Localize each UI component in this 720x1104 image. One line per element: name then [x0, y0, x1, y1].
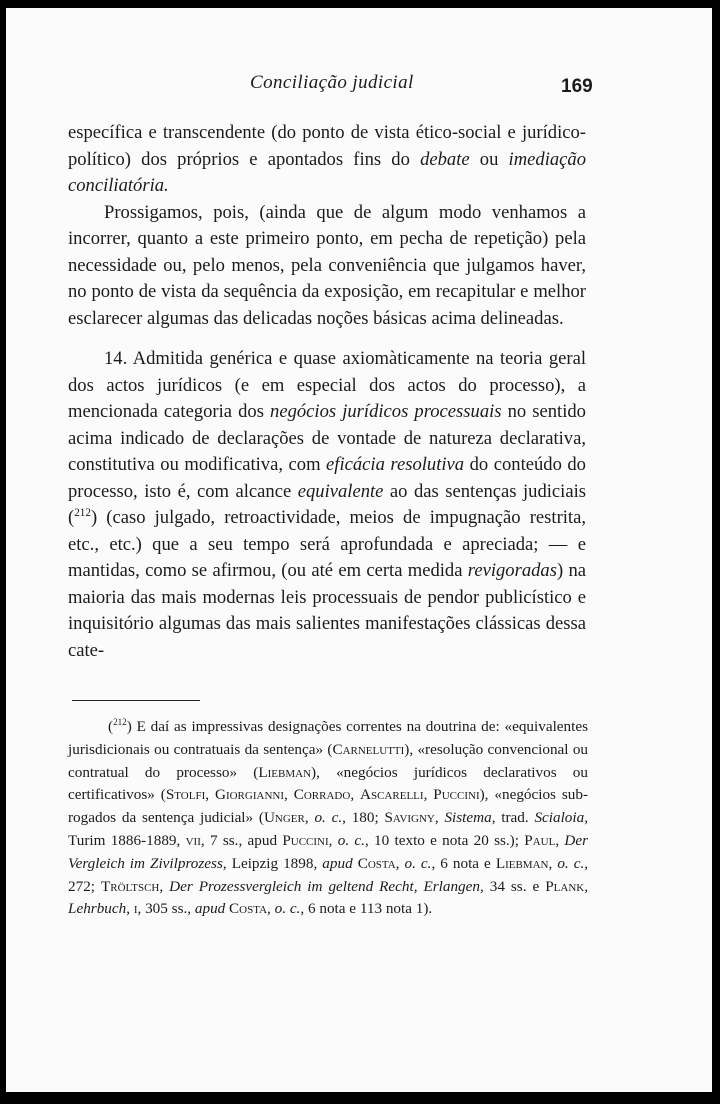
- text-run: , trad.: [491, 809, 535, 827]
- text-run: ,: [159, 877, 170, 895]
- text-run: ), «negócios sub-rogados da sentença judicial» (: [68, 786, 589, 827]
- running-title: Conciliação judicial: [250, 72, 414, 93]
- italic-text: o. c.: [314, 809, 343, 827]
- author-name: Corrado: [293, 786, 351, 804]
- author-name: Liebman: [495, 854, 549, 872]
- text-run: no sentido acima indicado de declarações de vontade de natureza declarativa, constitutiva ou modificativa, com: [68, 401, 586, 475]
- footnote-rule: [72, 700, 200, 701]
- italic-text: negócios jurídicos processuais: [270, 401, 502, 422]
- text-run: , Turim 1886-1889,: [68, 809, 589, 849]
- text-run: ) (caso julgado, retroactividade, meios de impugnação restrita, etc., etc.) que a seu tempo será aprofundada e apreciada; — e mantidas, como se afirmou, (ou até em certa medida: [68, 507, 586, 581]
- text-run: ,: [205, 786, 215, 804]
- text-run: ) na maioria das mais modernas leis processuais de pendor publicístico e inquisitório algumas das mais salientes manifestações clássicas dessa cate-: [68, 560, 587, 661]
- author-name: Puccini: [433, 786, 480, 804]
- author-name: Liebman: [258, 763, 312, 781]
- text-run: ) E daí as impressivas designações correntes na doutrina de: «equivalentes jurisdicionais ou contratuais da sentença» (: [68, 718, 588, 758]
- italic-text: imediação conciliatória.: [68, 148, 586, 196]
- author-name: Costa: [357, 854, 396, 872]
- author-name: i: [133, 900, 138, 918]
- text-run: Prossigamos, pois, (ainda que de algum modo venhamos a incorrer, quanto a este primeiro ponto, em pecha de repetição) pela necessidade ou, pelo menos, pela conveniência que julgamos haver, no ponto de vista da sequência da exposição, em recapitular e melhor esclarecer algumas das delicadas noções básicas acima delineadas.: [68, 201, 586, 329]
- text-run: do conteúdo do processo, isto é, com alcance: [68, 454, 586, 502]
- italic-text: Sistema: [444, 809, 492, 827]
- text-run: ,: [395, 854, 405, 872]
- italic-text: o. c.: [404, 854, 432, 872]
- italic-text: debate: [420, 148, 470, 170]
- italic-text: o. c.: [337, 831, 365, 849]
- author-name: Stolfi: [165, 786, 206, 804]
- text-run: ao das sentenças judiciais (: [68, 480, 586, 528]
- text-run: ,: [584, 877, 588, 895]
- italic-text: o. c.: [274, 900, 301, 918]
- text-run: ,: [267, 900, 275, 918]
- text-run: ,: [434, 809, 445, 827]
- author-name: Tröltsch: [100, 877, 160, 895]
- italic-text: Der Prozessvergleich im geltend Recht, Erlangen: [169, 877, 480, 895]
- author-name: Ascarelli: [360, 786, 424, 804]
- body-text: [68, 120, 586, 664]
- text-run: , 6 nota e 113 nota 1).: [300, 900, 433, 918]
- text-run: , Leipzig 1898,: [222, 854, 323, 872]
- author-name: Plank: [545, 877, 585, 895]
- text-run: ou: [469, 148, 509, 170]
- text-run: , 180;: [342, 809, 385, 827]
- italic-text: equivalente: [297, 480, 384, 502]
- text-run: , 34 ss. e: [479, 877, 546, 895]
- italic-text: Der Vergleich im Zivilprozess: [68, 831, 589, 872]
- footnote: [68, 716, 588, 921]
- author-name: Carnelutti: [332, 740, 405, 758]
- author-name: Savigny: [384, 809, 435, 827]
- author-name: Paul: [524, 831, 556, 849]
- text-run: ,: [328, 831, 338, 849]
- text-run: ), «negócios jurídicos declarativos ou certificativos» (: [68, 763, 588, 804]
- text-run: ,: [350, 786, 361, 804]
- italic-text: apud: [322, 854, 353, 872]
- page-number: 169: [561, 76, 593, 97]
- italic-text: Lehrbuch: [68, 900, 127, 918]
- text-run: ,: [555, 831, 565, 849]
- text-run: , 7 ss., apud: [200, 831, 283, 849]
- author-name: Costa: [229, 900, 268, 918]
- text-run: , 6 nota e: [431, 854, 496, 872]
- author-name: Puccini: [282, 831, 329, 849]
- running-header: [6, 72, 712, 102]
- italic-text: apud: [194, 900, 226, 918]
- text-run: ,: [126, 900, 134, 918]
- paragraph: [68, 346, 586, 664]
- italic-text: o. c.: [557, 854, 585, 872]
- text-run: ,: [548, 854, 558, 872]
- author-name: Giorgianni: [214, 786, 284, 804]
- text-run: (: [108, 718, 114, 735]
- footnote-ref: 212: [113, 716, 127, 727]
- text-run: 14. Admitida genérica e quase axiomàticamente na teoria geral dos actos jurídicos (e em especial dos actos do processo), a mencionada categoria dos: [68, 348, 586, 422]
- footnote-212: [68, 716, 588, 921]
- paragraph: [68, 120, 586, 200]
- text-run: ,: [423, 786, 434, 804]
- text-run: específica e transcendente (do ponto de vista ético-social e jurídico-político) dos próprios e apontados fins do: [68, 122, 586, 170]
- text-run: , 272;: [68, 854, 589, 895]
- italic-text: Scialoia: [534, 809, 585, 827]
- text-run: ), «resolução convencional ou contratual do processo» (: [68, 740, 589, 781]
- text-run: ,: [284, 786, 294, 804]
- italic-text: eficácia resolutiva: [326, 454, 465, 475]
- italic-text: revigoradas: [467, 560, 557, 581]
- paragraph: [68, 200, 586, 333]
- footnote-ref: 212: [74, 506, 91, 519]
- text-run: , 10 texto e nota 20 ss.);: [364, 831, 525, 849]
- text-run: ,: [304, 809, 315, 827]
- book-page: [6, 8, 712, 1092]
- author-name: Unger: [263, 809, 305, 827]
- author-name: vii: [185, 831, 201, 849]
- text-run: , 305 ss.,: [137, 900, 195, 918]
